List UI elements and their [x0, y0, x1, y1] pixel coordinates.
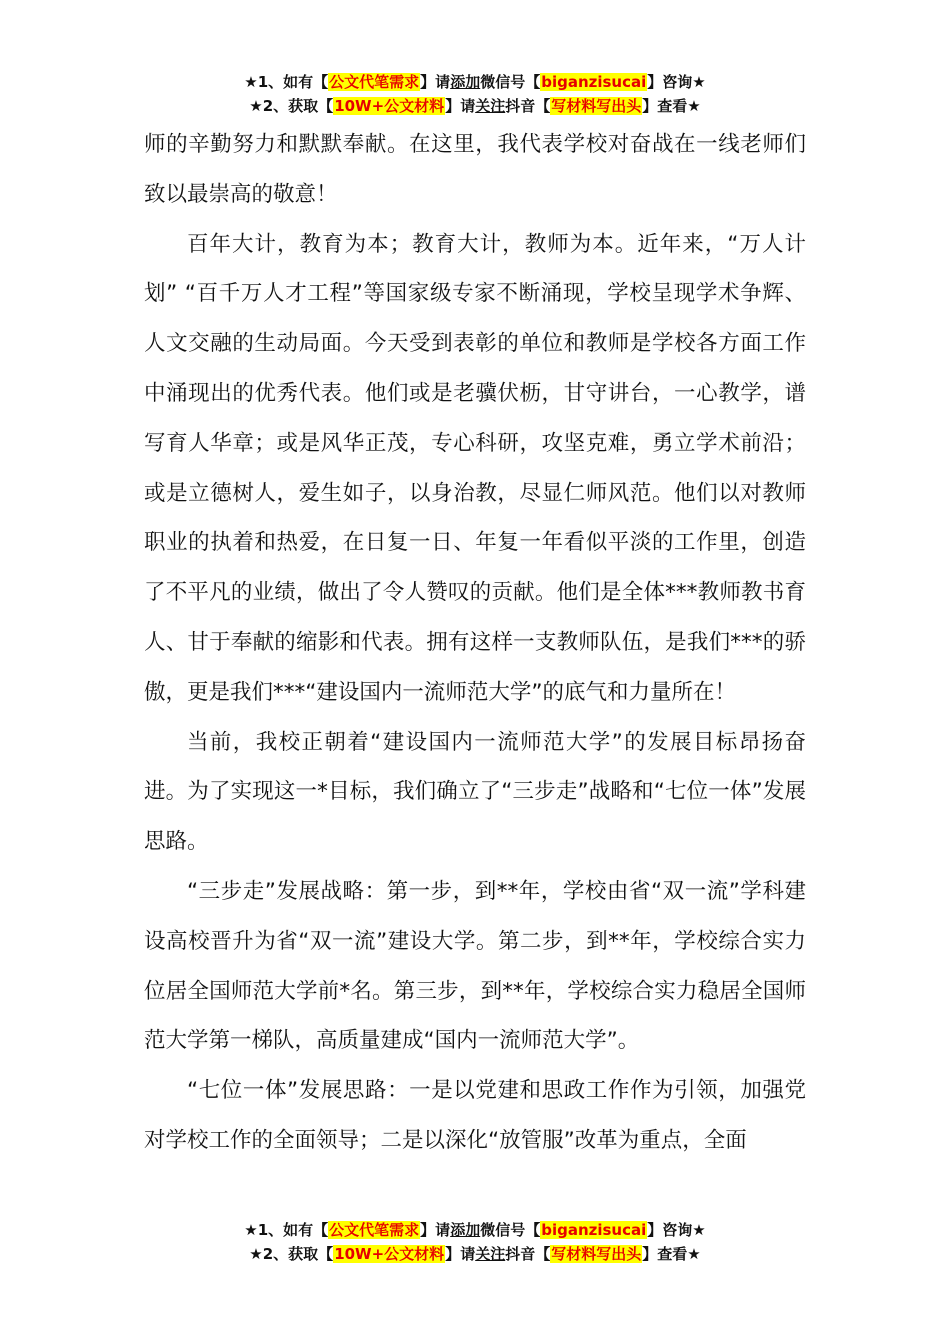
- highlight-wechat-id: biganzisucai: [541, 73, 647, 91]
- highlight-materials: 10W+公文材料: [334, 1245, 445, 1263]
- highlight-service: 公文代笔需求: [329, 73, 420, 91]
- document-body: [144, 120, 806, 1166]
- header-banner: [0, 70, 950, 118]
- header-banner-line-2: ★2、获取【10W+公文材料】请关注抖音【写材料写出头】查看★: [249, 97, 701, 115]
- paragraph-3: 当前，我校正朝着“建设国内一流师范大学”的发展目标昂扬奋进。为了实现这一*目标，我们确立了“三步走”战略和“七位一体”发展思路。: [144, 729, 806, 855]
- paragraph-1: 师的辛勤努力和默默奉献。在这里，我代表学校对奋战在一线老师们致以最崇高的敬意！: [144, 132, 806, 207]
- highlight-materials: 10W+公文材料: [334, 97, 445, 115]
- highlight-douyin-account: 写材料写出头: [551, 1245, 642, 1263]
- footer-banner: [0, 1218, 950, 1266]
- highlight-service: 公文代笔需求: [329, 1221, 420, 1239]
- paragraph-4: “三步走”发展战略：第一步，到**年，学校由省“双一流”学科建设高校晋升为省“双一流”建设大学。第二步，到**年，学校综合实力位居全国师范大学前*名。第三步，到**年，学校综合实力稳居全国师范大学第一梯队，高质量建成“国内一流师范大学”。: [144, 878, 806, 1054]
- paragraph-5: “七位一体”发展思路：一是以党建和思政工作作为引领，加强党对学校工作的全面领导；二是以深化“放管服”改革为重点，全面: [144, 1078, 806, 1153]
- footer-banner-line-2: ★2、获取【10W+公文材料】请关注抖音【写材料写出头】查看★: [249, 1245, 701, 1263]
- paragraph-2: 百年大计，教育为本；教育大计，教师为本。近年来，“万人计划” “百千万人才工程”等国家级专家不断涌现，学校呈现学术争辉、人文交融的生动局面。今天受到表彰的单位和教师是学校各方面工作中涌现出的优秀代表。他们或是老骥伏枥，甘守讲台，一心教学，谱写育人华章；或是风华正茂，专心科研，攻坚克难，勇立学术前沿；或是立德树人，爱生如子，以身治教，尽显仁师风范。他们以对教师职业的执着和热爱，在日复一日、年复一年看似平淡的工作里，创造了不平凡的业绩，做出了令人赞叹的贡献。他们是全体***教师教书育人、甘于奉献的缩影和代表。拥有这样一支教师队伍，是我们***的骄傲，更是我们***“建设国内一流师范大学”的底气和力量所在！: [144, 231, 806, 705]
- header-banner-line-1: ★1、如有【公文代笔需求】请添加微信号【biganzisucai】咨询★: [244, 73, 706, 91]
- footer-banner-line-1: ★1、如有【公文代笔需求】请添加微信号【biganzisucai】咨询★: [244, 1221, 706, 1239]
- highlight-douyin-account: 写材料写出头: [551, 97, 642, 115]
- highlight-wechat-id: biganzisucai: [541, 1221, 647, 1239]
